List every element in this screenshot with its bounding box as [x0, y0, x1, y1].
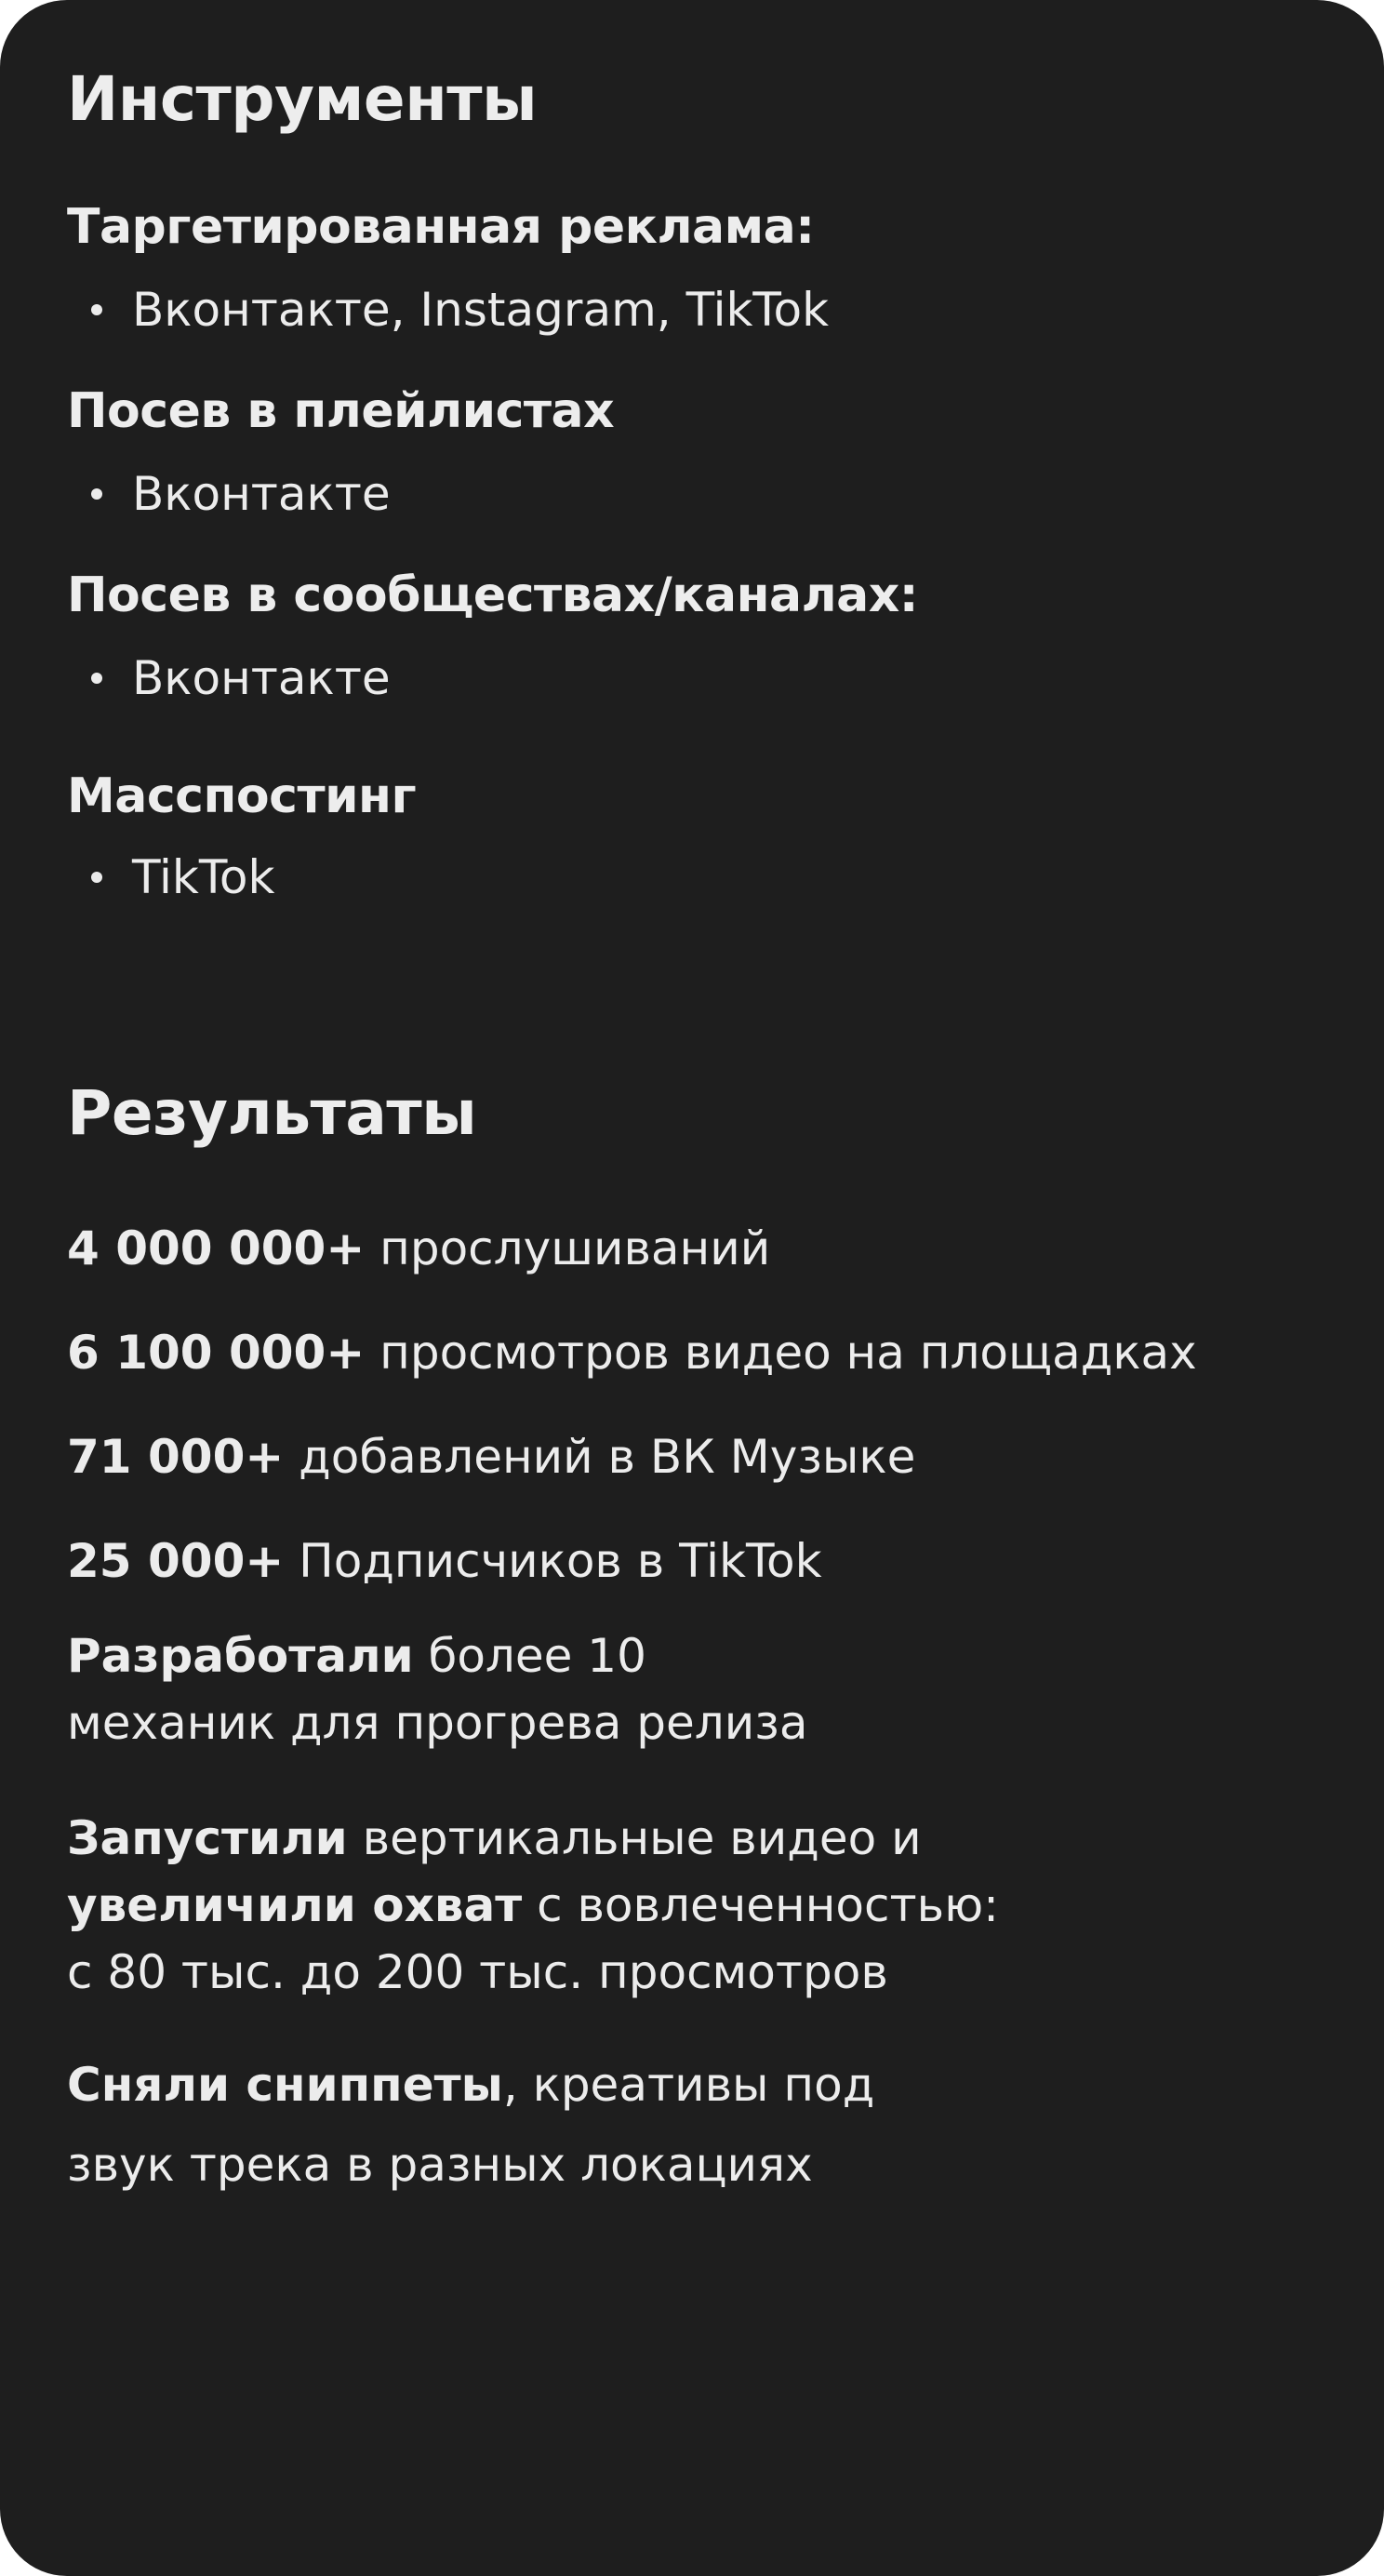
tools-section-heading: Масспостинг [67, 768, 417, 824]
result-text-line2: звук трека в разных локациях [67, 2138, 813, 2192]
result-text: вертикальные видео и [347, 1811, 922, 1865]
result-item [67, 1215, 770, 1282]
bullet-icon [91, 304, 102, 315]
result-number: 4 000 000+ [67, 1221, 366, 1275]
result-text: прослушиваний [365, 1221, 771, 1275]
result-item [67, 2045, 874, 2205]
result-text: Подписчиков в TikTok [284, 1534, 822, 1588]
tools-section-heading: Таргетированная реклама: [67, 199, 815, 255]
result-text: , креативы под [502, 2058, 875, 2112]
tools-title: Инструменты [67, 63, 538, 135]
tools-section-heading: Посев в сообществах/каналах: [67, 567, 919, 623]
result-bold-2: увеличили охват [67, 1878, 523, 1932]
result-bold: Сняли сниппеты [67, 2058, 503, 2112]
result-item [67, 1319, 1197, 1386]
result-item [67, 1528, 822, 1595]
result-text-line2: механик для прогрева релиза [67, 1696, 808, 1750]
bullet-icon [91, 488, 102, 500]
result-item [67, 1622, 807, 1756]
result-text: более 10 [413, 1629, 646, 1683]
result-item [67, 1805, 999, 2006]
tools-item-text: Вконтакте [132, 467, 391, 521]
result-item [67, 1423, 915, 1490]
result-bold: Запустили [67, 1811, 348, 1865]
bullet-icon [91, 673, 102, 684]
result-bold: Разработали [67, 1629, 414, 1683]
result-number: 71 000+ [67, 1430, 285, 1484]
tools-section-item [91, 651, 391, 705]
tools-item-text: TikTok [132, 850, 275, 904]
result-text-line3: с 80 тыс. до 200 тыс. просмотров [67, 1945, 888, 1999]
results-title: Результаты [67, 1077, 477, 1149]
tools-section-item [91, 467, 391, 521]
tools-section-item [91, 283, 829, 337]
tools-section-item [91, 850, 274, 904]
bullet-icon [91, 872, 102, 883]
result-text: добавлений в ВК Музыке [284, 1430, 916, 1484]
tools-section-heading: Посев в плейлистах [67, 383, 615, 439]
result-number: 25 000+ [67, 1534, 285, 1588]
result-text-2: с вовлеченностью: [522, 1878, 1000, 1932]
tools-item-text: Вконтакте, Instagram, TikTok [132, 283, 830, 337]
result-text: просмотров видео на площадках [365, 1326, 1197, 1380]
result-number: 6 100 000+ [67, 1326, 366, 1380]
tools-item-text: Вконтакте [132, 651, 391, 705]
